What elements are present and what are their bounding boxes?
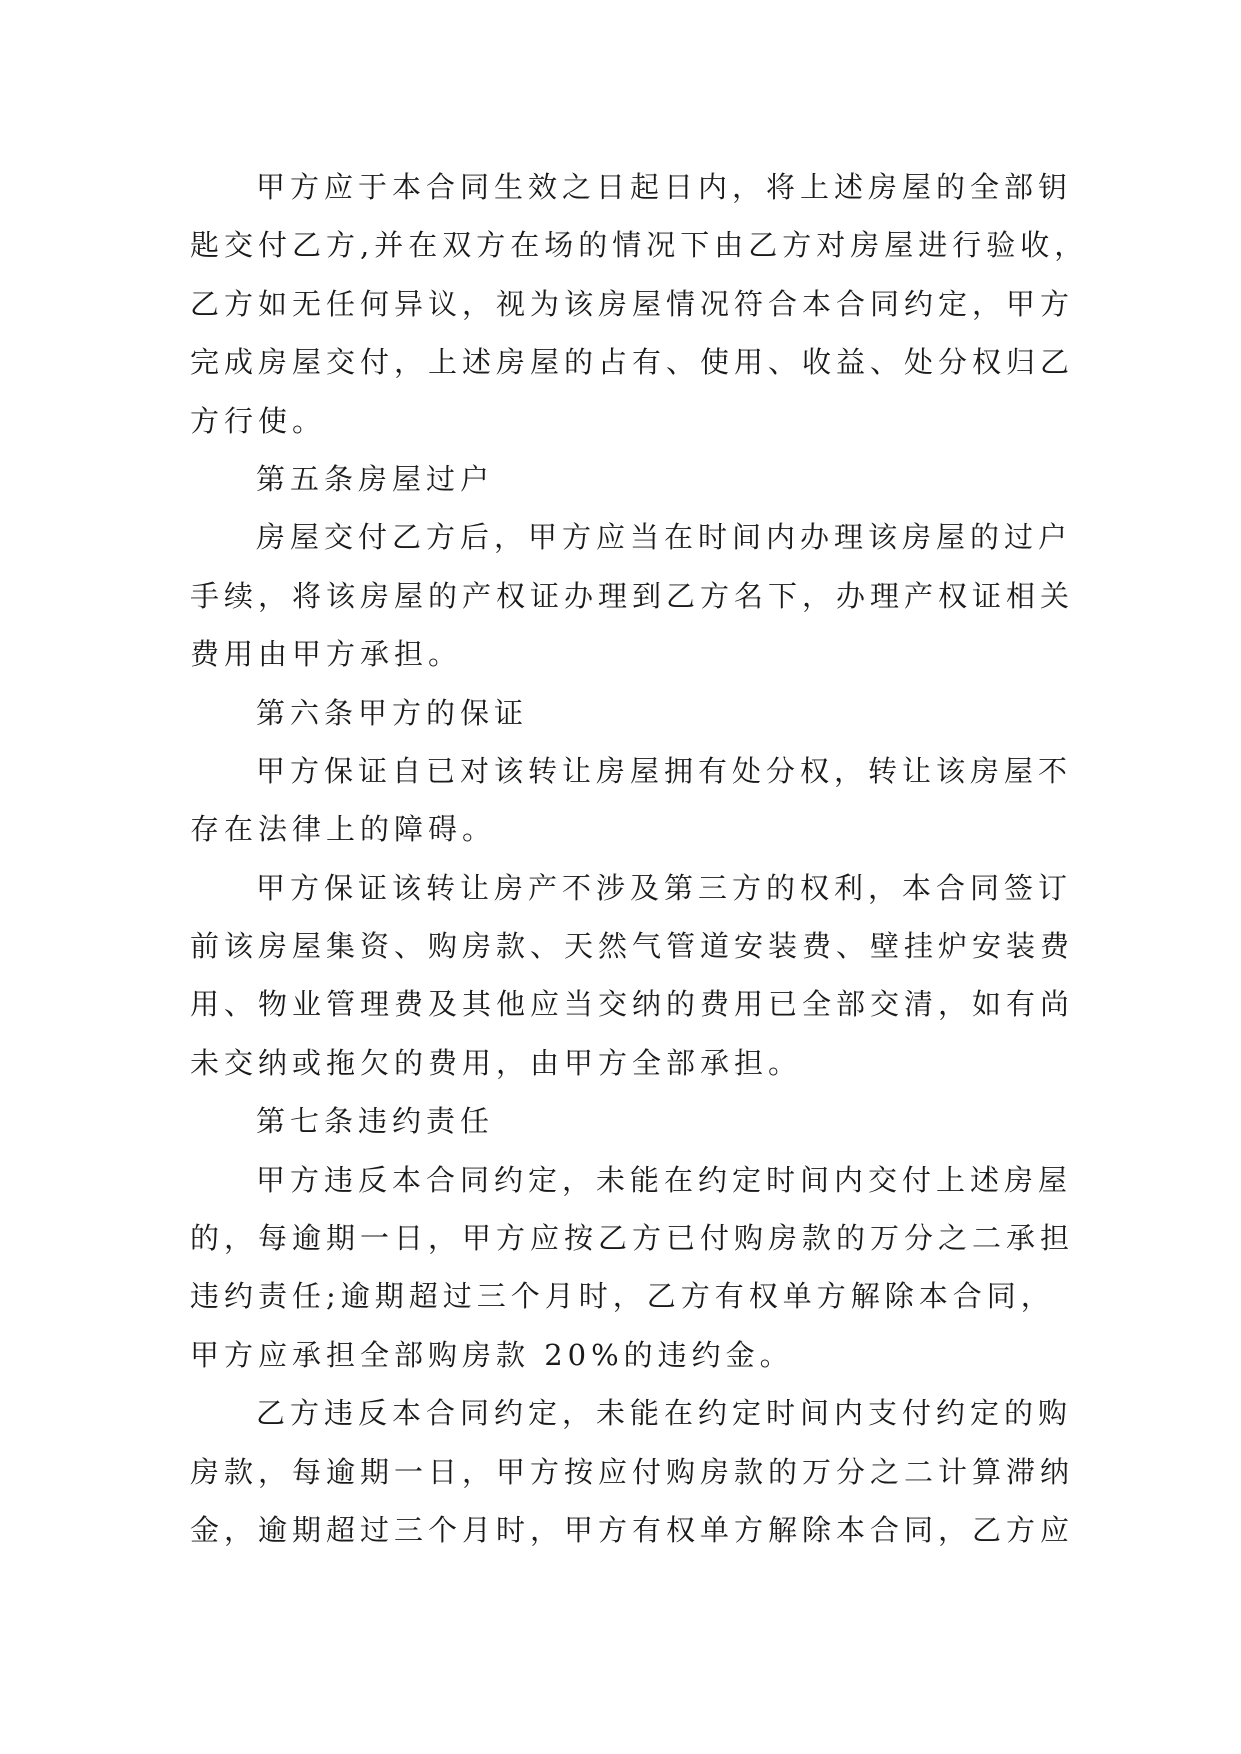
- text-line: 甲方保证该转让房产不涉及第三方的权利，本合同签订: [256, 870, 1073, 905]
- text-line: 存在法律上的障碍。: [190, 812, 497, 847]
- text-line: 费用由甲方承担。: [190, 637, 463, 672]
- text-line: 第七条违约责任: [256, 1104, 495, 1139]
- text-line: 甲方应于本合同生效之日起日内，将上述房屋的全部钥: [256, 170, 1073, 204]
- text-line: 第五条房屋过户: [256, 461, 495, 496]
- text-line: 的，每逾期一日，甲方应按乙方已付购房款的万分之二承担: [190, 1221, 1075, 1256]
- document-body: [190, 158, 1090, 1559]
- text-line: 完成房屋交付，上述房屋的占有、使用、收益、处分权归乙: [190, 345, 1075, 380]
- text-line: 匙交付乙方,并在双方在场的情况下由乙方对房屋进行验收，: [190, 228, 1089, 263]
- text-line: 金，逾期超过三个月时，甲方有权单方解除本合同，乙方应: [190, 1512, 1075, 1547]
- text-line: 房款，每逾期一日，甲方按应付购房款的万分之二计算滞纳: [190, 1454, 1075, 1489]
- text-line: 乙方如无任何异议，视为该房屋情况符合本合同约定，甲方: [190, 286, 1075, 321]
- text-line: 前该房屋集资、购房款、天然气管道安装费、壁挂炉安装费: [190, 929, 1075, 964]
- text-line: 手续，将该房屋的产权证办理到乙方名下，办理产权证相关: [190, 578, 1075, 613]
- text-line: 用、物业管理费及其他应当交纳的费用已全部交清，如有尚: [190, 987, 1075, 1022]
- text-line: 方行使。: [190, 403, 327, 438]
- text-line: 甲方保证自已对该转让房屋拥有处分权，转让该房屋不: [256, 753, 1073, 788]
- text-line: 第六条甲方的保证: [256, 695, 529, 730]
- text-line: 甲方应承担全部购房款 20%的违约金。: [190, 1337, 794, 1372]
- text-line: 乙方违反本合同约定，未能在约定时间内支付约定的购: [256, 1396, 1073, 1431]
- text-line: 房屋交付乙方后，甲方应当在时间内办理该房屋的过户: [256, 520, 1073, 555]
- text-line: 甲方违反本合同约定，未能在约定时间内交付上述房屋: [256, 1162, 1073, 1197]
- text-line: 未交纳或拖欠的费用，由甲方全部承担。: [190, 1045, 803, 1080]
- text-line: 违约责任;逾期超过三个月时，乙方有权单方解除本合同，: [190, 1279, 1055, 1314]
